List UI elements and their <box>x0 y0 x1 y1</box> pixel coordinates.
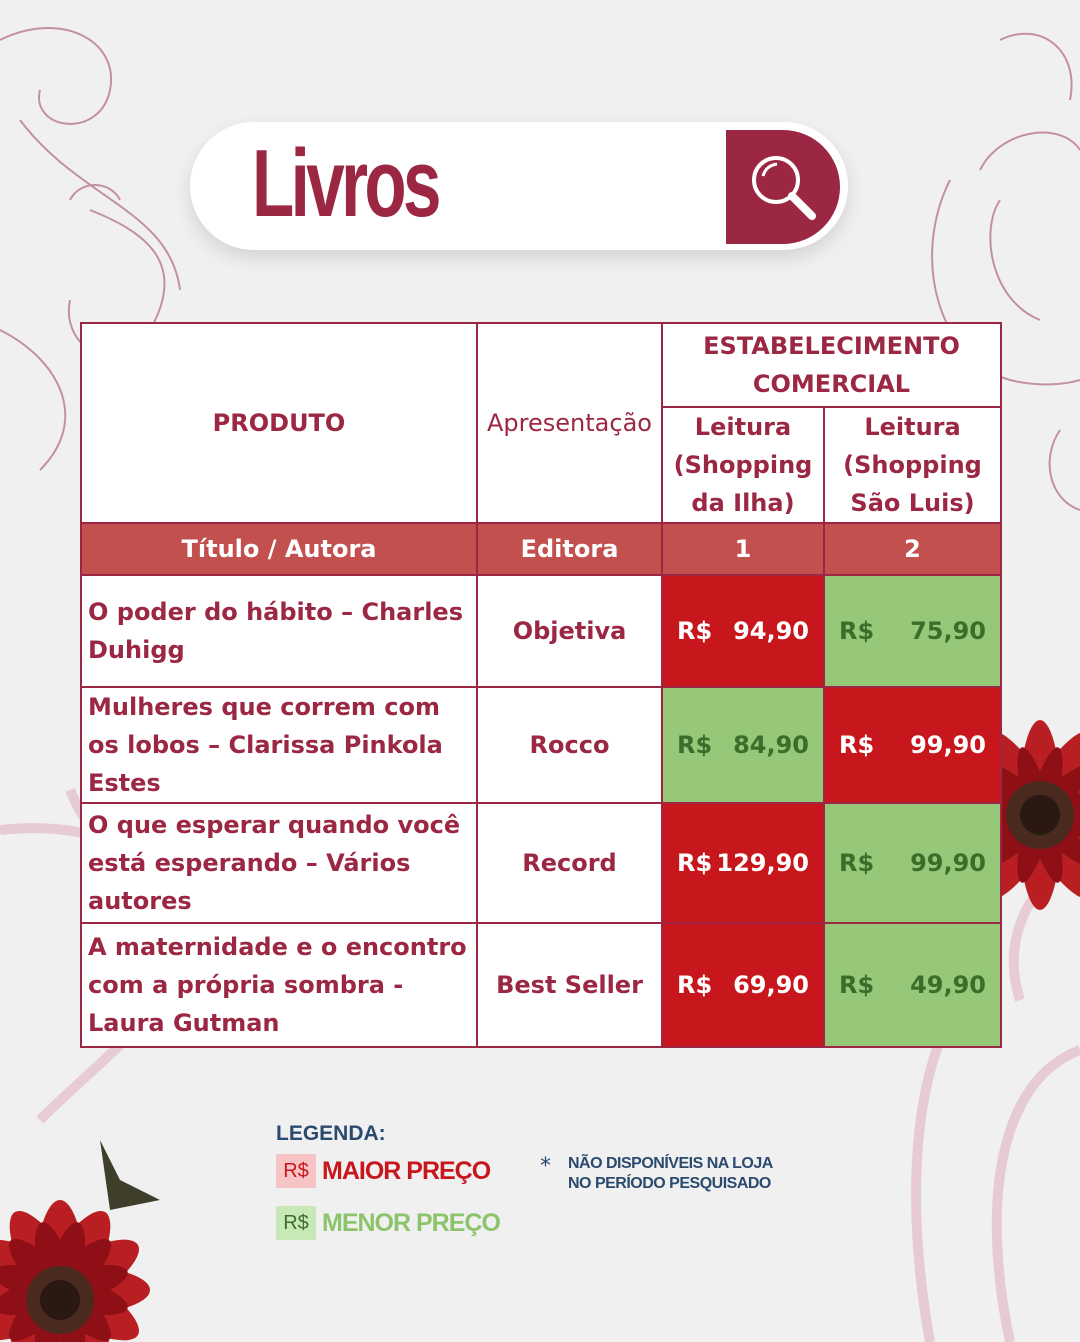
book-publisher: Objetiva <box>477 575 662 687</box>
subheader-store-2: 2 <box>824 523 1001 575</box>
currency: R$ <box>839 617 875 645</box>
magnifier-icon <box>746 150 820 224</box>
legend-high-price <box>276 1154 490 1188</box>
price-value: 99,90 <box>910 731 987 759</box>
currency: R$ <box>839 971 875 999</box>
page-title: Livros <box>252 130 438 237</box>
price-store-2 <box>824 923 1001 1047</box>
currency: R$ <box>677 617 713 645</box>
header-store-2 <box>824 407 1001 523</box>
search-bar <box>190 122 848 250</box>
subheader-publisher: Editora <box>477 523 662 575</box>
store-2-line1: Leitura <box>864 413 961 441</box>
store-1-line3: da Ilha) <box>691 489 795 517</box>
store-2-line3: São Luis) <box>850 489 975 517</box>
store-1-line1: Leitura <box>694 413 792 441</box>
legend-low-label: MENOR PREÇO <box>322 1208 500 1237</box>
price-store-1 <box>662 923 824 1047</box>
price-store-2 <box>824 687 1001 803</box>
book-title: A maternidade e o encontro com a própria sombra - Laura Gutman <box>81 923 477 1047</box>
legend-note-line1: NÃO DISPONÍVEIS NA LOJA <box>568 1155 773 1172</box>
legend-high-label: MAIOR PREÇO <box>322 1156 491 1185</box>
price-store-1 <box>662 803 824 923</box>
price-store-1 <box>662 575 824 687</box>
search-button[interactable] <box>726 130 840 244</box>
currency: R$ <box>839 849 875 877</box>
book-publisher: Record <box>477 803 662 923</box>
currency: R$ <box>677 971 713 999</box>
currency: R$ <box>677 731 713 759</box>
flower-decoration-left <box>0 1140 160 1342</box>
table-row <box>81 803 1001 923</box>
price-value: 49,90 <box>910 971 987 999</box>
price-value: 99,90 <box>910 849 987 877</box>
price-store-2 <box>824 803 1001 923</box>
price-store-1 <box>662 687 824 803</box>
book-title: O poder do hábito – Charles Duhigg <box>81 575 477 687</box>
book-title: O que esperar quando você está esperando – Vários autores <box>81 803 477 923</box>
table-row <box>81 687 1001 803</box>
asterisk-icon: * <box>540 1154 551 1179</box>
legend-note-line2: NO PERÍODO PESQUISADO <box>568 1175 771 1192</box>
legend-note-text <box>568 1154 773 1194</box>
header-establishment-label: ESTABELECIMENTO COMERCIAL <box>703 332 960 398</box>
store-1-line2: (Shopping <box>673 451 813 479</box>
book-publisher: Best Seller <box>477 923 662 1047</box>
header-presentation: Apresentação <box>477 323 662 523</box>
book-publisher: Rocco <box>477 687 662 803</box>
price-value: 84,90 <box>733 731 809 759</box>
table-row <box>81 575 1001 687</box>
subheader-store-1: 1 <box>662 523 824 575</box>
book-title: Mulheres que correm com os lobos – Clarissa Pinkola Estes <box>81 687 477 803</box>
currency: R$ <box>839 731 875 759</box>
table-row <box>81 923 1001 1047</box>
currency: R$ <box>677 849 713 877</box>
header-establishment <box>662 323 1001 407</box>
price-comparison-table <box>80 322 1002 1048</box>
price-value: 75,90 <box>910 617 987 645</box>
subheader-title-author: Título / Autora <box>81 523 477 575</box>
price-value: 129,90 <box>716 849 809 877</box>
header-store-1 <box>662 407 824 523</box>
price-store-2 <box>824 575 1001 687</box>
legend-low-price <box>276 1206 500 1240</box>
legend-title: LEGENDA: <box>276 1122 386 1145</box>
legend-note <box>540 1154 773 1194</box>
store-2-line2: (Shopping <box>843 451 982 479</box>
price-value: 94,90 <box>733 617 809 645</box>
header-product: PRODUTO <box>81 323 477 523</box>
legend-low-swatch: R$ <box>276 1206 316 1240</box>
price-value: 69,90 <box>733 971 809 999</box>
legend-high-swatch: R$ <box>276 1154 316 1188</box>
